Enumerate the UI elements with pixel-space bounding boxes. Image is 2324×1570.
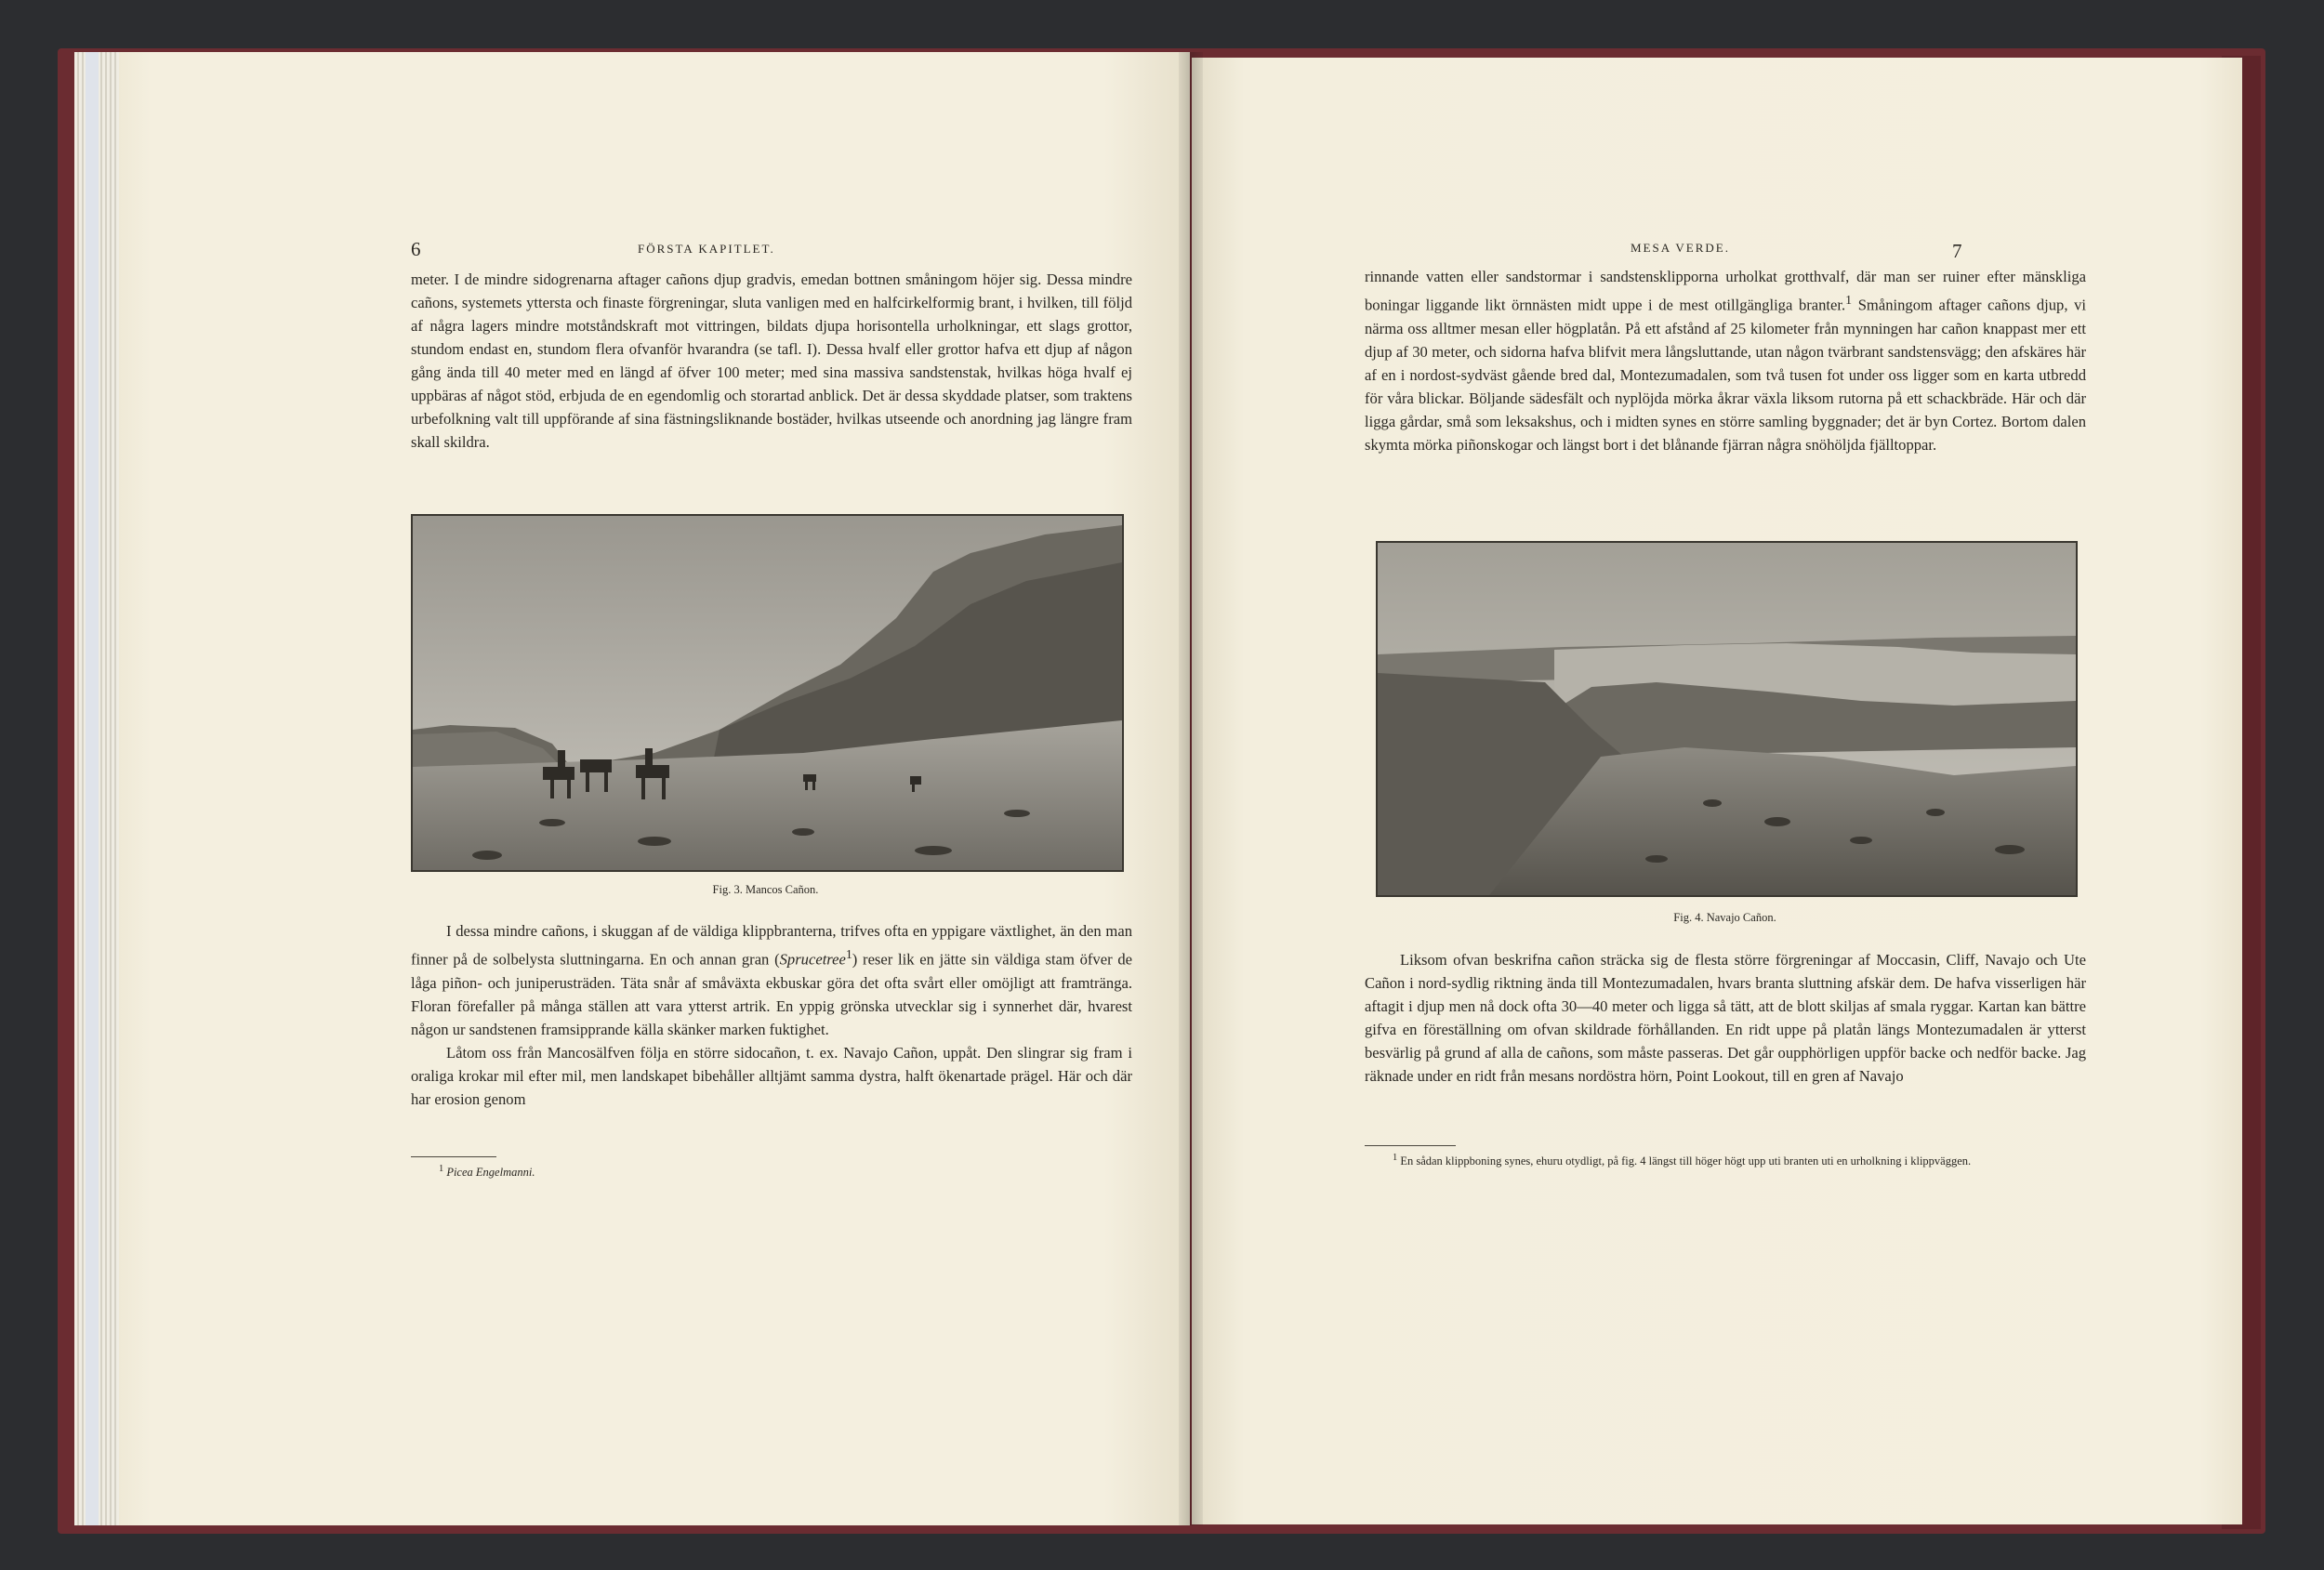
paragraph (1365, 265, 2086, 456)
running-header: MESA VERDE. (1631, 241, 1730, 255)
landscape-engraving (413, 516, 1122, 870)
figure-caption: Fig. 4. Navajo Cañon. (1673, 911, 1776, 924)
figure-navajo-canon (1376, 541, 2078, 897)
text-run: Småningom aftager cañons djup, vi närma oss alltmer mesan eller högplatån. På ett afstånd af 25 kilometer från mynningen har cañon knappast mer ett djup af 30 meter, och sidorna hafva blifvit mera långsluttande, utan någon tvärbrant sandstensvägg; den afskäres här af en i nordost-sydväst gående bred dal, Montezumadalen, som två tusen fot under oss ligger som en karta utbredd för våra blickar. Böljande sädesfält och nyplöjda mörka åkrar växla liksom rutorna på ett schackbräde. Här och där ligga gårdar, små som leksakshus, och i midten synes en större samling byggnader; det är byn Cortez. Bortom dalen skymta mörka piñonskogar och längst bort i det blånande fjärran några snöhöljda fjälltoppar. (1365, 296, 2086, 454)
right-page (1192, 58, 2242, 1524)
figure-caption: Fig. 3. Mancos Cañon. (712, 883, 819, 896)
italic-term: Sprucetree (779, 950, 846, 969)
paragraph (1365, 948, 2086, 1088)
footnote-marker: 1 (439, 1164, 444, 1174)
footnote-text: Picea Engelmanni. (446, 1166, 535, 1180)
footnote-text: En sådan klippboning synes, ehuru otydligt, på fig. 4 längst till höger högt upp uti branten uti en urholkning i klippväggen. (1400, 1154, 1972, 1168)
paragraph-text: meter. I de mindre sidogrenarna aftager cañons djup gradvis, emedan bottnen småningom höjer sig. Dessa mindre cañons, systemets yttersta och finaste förgreningar, sluta vanligen med en halfcirkelformig brant, i hvilken, till följd af några lagers mindre motståndskraft mot vittringen, bildats djupa horisontella urholkningar, ett slags grottor, stundom endast en, stundom flera ofvanför hvarandra (se tafl. I). Dessa hvalf eller grottor hafva ett djup af någon gång ända till 40 meter med en längd af öfver 100 meter; med sina massiva sandstenstak, hvilkas höga hvalf ej uppbäras af något stöd, erbjuda de en egendomlig och storartad anblick. Det är dessa skyddade platser, som traktens urbefolkning valt till uppförande af sina fästningsliknande bostäder, hvilkas utseende och anordning jag längre fram skall skildra. (411, 270, 1132, 451)
color-calibration-strip (86, 52, 99, 1525)
paragraph (411, 919, 1132, 1111)
footnote-marker: 1 (1393, 1153, 1398, 1163)
page-edges (74, 52, 125, 1525)
page-number: 7 (1952, 240, 1962, 262)
text-run: ) reser lik en jätte sin väldiga stam öfver de låga piñon- och juniperusträden. Täta snår af småväxta ekbuskar göra det ofta svårt eller omöjligt att framtränga. Floran förefaller på många ställen att vara ytterst artrik. En yppig grönska utvecklar sig i synnerhet där, hvarest någon ur sandstenen framsipprande källa skänker marken fuktighet. (411, 950, 1132, 1038)
text-run: I dessa mindre cañons, i skuggan af de väldiga klippbranterna, trifves ofta en yppigare växtlighet, än den man finner på de solbelysta sluttningarna. En och annan gran ( (411, 922, 1132, 969)
paragraph-text: Liksom ofvan beskrifna cañon sträcka sig de flesta större förgreningar af Moccasin, Cliff, Navajo och Ute Cañon i nord-sydlig riktning ända till Montezumadalen, hvars branta sluttning afskär dem. De hafva visserligen här aftagit i djup men nå dock ofta 30—40 meter och ligga så tätt, att de blott skiljas af smala ryggar. Kartan kan bättre gifva en föreställning om ofvan skildrade förhållanden. En ridt uppe på platån längs Montezumadalen är ytterst besvärlig på grund af alla de cañons, som måste passeras. Det går oupphörligen uppför backe och nedför backe. Jag räknade under en ridt från mesans nordöstra hörn, Point Lookout, till en gren af Navajo (1365, 951, 2086, 1085)
left-page (119, 52, 1190, 1525)
footnote (1365, 1151, 2086, 1168)
landscape-engraving (1378, 543, 2076, 895)
text-run: rinnande vatten eller sandstormar i sandstensklipporna urholkat grotthvalf, där man ser ruiner efter mänskliga boningar liggande likt örnnästen midt uppe i de mest otillgängliga branter. (1365, 268, 2086, 314)
paragraph (411, 268, 1132, 454)
figure-mancos-canon (411, 514, 1124, 872)
paragraph-text: Låtom oss från Mancosälfven följa en större sidocañon, t. ex. Navajo Cañon, uppåt. Den slingrar sig fram i oraliga krokar mil efter mil, men landskapet bibehåller alltjämt samma dystra, halft ökenartade prägel. Här och där har erosion genom (411, 1043, 1132, 1108)
footnote-rule (1365, 1145, 1456, 1146)
paragraph-text (1365, 265, 2086, 456)
paragraph-text (411, 919, 1132, 1041)
footnote-ref: 1 (845, 947, 852, 961)
page-number: 6 (411, 238, 421, 260)
book-gutter (1179, 52, 1203, 1525)
footnote-rule (411, 1156, 496, 1157)
footnote (439, 1162, 535, 1180)
running-header: FÖRSTA KAPITLET. (638, 242, 775, 256)
footnote-ref: 1 (1845, 293, 1853, 307)
